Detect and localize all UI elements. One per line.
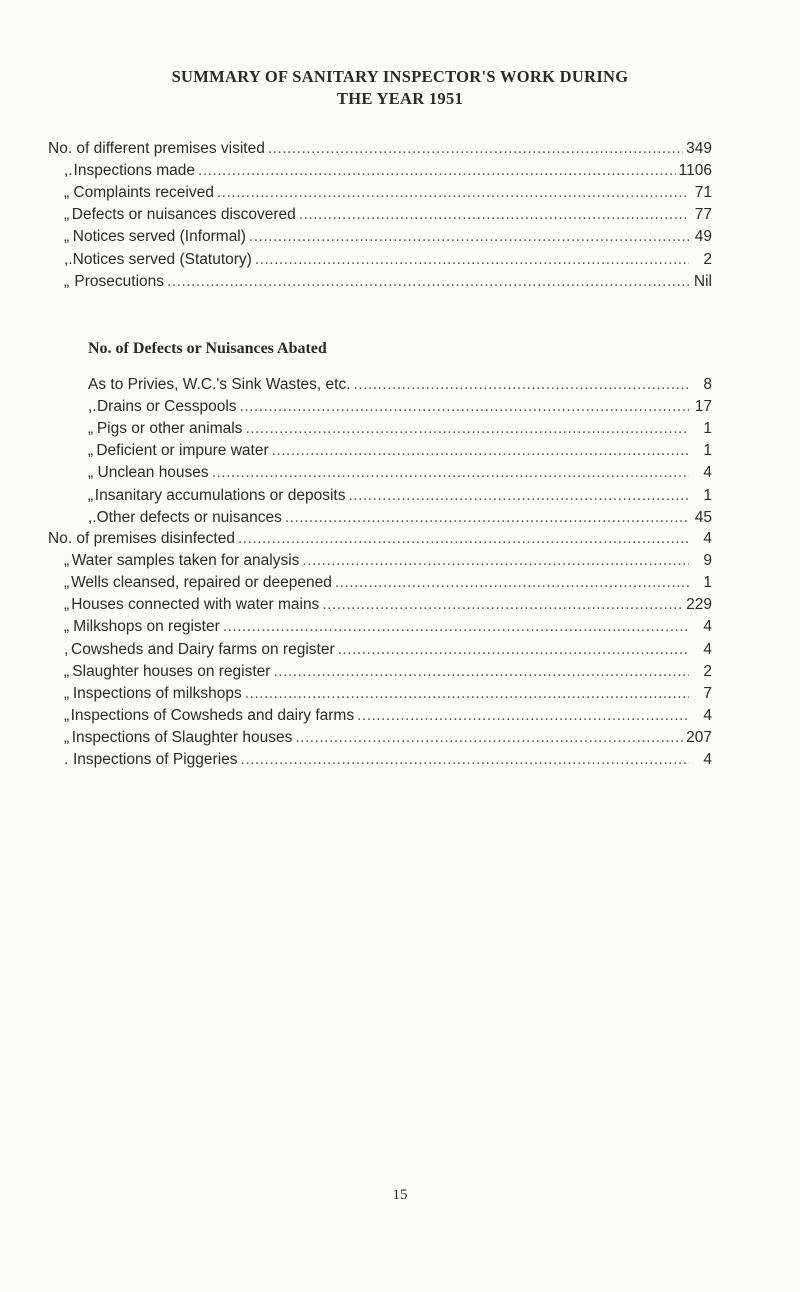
dot-leader (357, 707, 689, 725)
ditto-mark: . (64, 751, 69, 768)
item-label: Milkshops on register (73, 618, 220, 636)
item-label: Complaints received (73, 184, 214, 202)
dot-leader (299, 206, 689, 224)
ditto-mark: ,. (88, 398, 97, 416)
item-label: Water samples taken for analysis (71, 552, 300, 570)
item-value: 229 (686, 596, 712, 614)
list-item (64, 273, 712, 295)
item-value: 349 (686, 140, 712, 157)
item-value: 45 (694, 508, 712, 526)
item-label: Other defects or nuisances (96, 508, 282, 526)
item-label: Prosecutions (74, 272, 165, 290)
ditto-mark: „ (64, 618, 70, 636)
list-item (88, 442, 712, 464)
list-item (64, 596, 712, 618)
dot-leader (272, 442, 689, 460)
list-item (88, 509, 712, 531)
dot-leader (167, 273, 689, 291)
dot-leader (268, 140, 683, 158)
dot-leader (302, 552, 689, 570)
page-number: 15 (392, 1187, 408, 1203)
list-item (64, 751, 712, 773)
title-line-1: SUMMARY OF SANITARY INSPECTOR'S WORK DURING (171, 67, 629, 86)
item-label: Pigs or other animals (96, 420, 243, 438)
list-item (88, 398, 712, 420)
dot-leader (354, 376, 689, 394)
item-label: Drains or Cesspools (96, 398, 237, 416)
ditto-mark: „ (88, 420, 94, 438)
dot-leader (240, 398, 689, 416)
list-item (64, 707, 712, 729)
item-label: Inspections of Slaughter houses (71, 728, 293, 746)
item-value: 17 (694, 398, 712, 416)
list-item (88, 487, 712, 509)
dot-leader (285, 509, 689, 527)
list-item (88, 420, 712, 442)
list-item (64, 228, 712, 250)
item-label: Wells cleansed, repaired or deepened (71, 574, 332, 592)
item-label: As to Privies, W.C.'s Sink Wastes, etc. (88, 376, 351, 393)
ditto-mark: , (64, 640, 69, 658)
ditto-mark: „ (64, 228, 70, 246)
item-value: 49 (694, 228, 712, 246)
list-item (64, 663, 712, 685)
item-value: 8 (703, 376, 712, 393)
item-label: Inspections made (73, 162, 196, 180)
dot-leader (223, 618, 689, 636)
item-value: 4 (703, 618, 712, 636)
item-value: 9 (703, 552, 712, 570)
dot-leader (338, 641, 689, 659)
dot-leader (245, 420, 689, 438)
ditto-mark: „ (64, 184, 70, 202)
ditto-mark: „ (64, 706, 70, 724)
item-value: 1106 (678, 162, 712, 180)
item-label: Inspections of Piggeries (72, 751, 238, 768)
list-item (64, 618, 712, 640)
list-item (64, 729, 712, 751)
item-value: 1 (703, 486, 712, 504)
dot-leader (245, 685, 689, 703)
ditto-mark: ,. (88, 508, 97, 526)
item-value: 1 (703, 574, 712, 592)
dot-leader (322, 596, 683, 614)
ditto-mark: ,. (64, 162, 73, 180)
dot-leader (198, 162, 676, 180)
item-value: 71 (694, 184, 712, 202)
item-value: 7 (703, 684, 712, 702)
item-label: Inspections of Cowsheds and dairy farms (70, 706, 355, 724)
dot-leader (255, 251, 689, 269)
item-value: 1 (703, 420, 712, 438)
dot-leader (212, 464, 689, 482)
dot-leader (335, 574, 689, 592)
page-title (0, 66, 800, 110)
ditto-mark: „ (88, 442, 94, 460)
item-label: Houses connected with water mains (71, 596, 320, 614)
item-value: 4 (703, 464, 712, 482)
ditto-mark: „ (64, 728, 70, 746)
item-label: Insanitary accumulations or deposits (94, 486, 346, 504)
item-value: 4 (703, 640, 712, 658)
list-item (64, 685, 712, 707)
ditto-mark: „ (64, 684, 70, 702)
list-item (88, 376, 712, 398)
item-label: Notices served (Statutory) (72, 250, 252, 268)
section-heading: No. of Defects or Nuisances Abated (88, 340, 327, 357)
ditto-mark: „ (88, 486, 94, 504)
ditto-mark: „ (64, 206, 70, 224)
item-label: Cowsheds and Dairy farms on register (71, 640, 335, 658)
list-item (64, 184, 712, 206)
dot-leader (295, 729, 683, 747)
dot-leader (238, 530, 689, 548)
list-item (64, 552, 712, 574)
item-value: 2 (703, 250, 712, 268)
item-value: 2 (703, 662, 712, 680)
item-value: 4 (703, 751, 712, 768)
dot-leader (241, 751, 689, 769)
list-item (88, 464, 712, 486)
title-line-2: THE YEAR 1951 (336, 89, 464, 108)
item-label: Unclean houses (97, 464, 209, 482)
ditto-mark: „ (64, 552, 70, 570)
list-item (64, 162, 712, 184)
dot-leader (349, 487, 690, 505)
dot-leader (273, 663, 689, 681)
item-value: 4 (703, 706, 712, 724)
item-value: 207 (686, 728, 712, 746)
list-item (64, 641, 712, 663)
item-label: Notices served (Informal) (72, 228, 246, 246)
ditto-mark: „ (64, 272, 70, 290)
ditto-mark: „ (88, 464, 94, 482)
ditto-mark: „ (64, 574, 70, 592)
ditto-mark: „ (64, 662, 70, 680)
list-item (64, 206, 712, 228)
item-label: Defects or nuisances discovered (71, 206, 296, 224)
item-label: No. of different premises visited (48, 140, 265, 157)
list-item (48, 530, 712, 552)
item-label: Deficient or impure water (96, 442, 269, 460)
list-item (64, 574, 712, 596)
list-item (64, 251, 712, 273)
list-item (48, 140, 712, 162)
item-label: Slaughter houses on register (72, 662, 271, 680)
item-value: Nil (693, 272, 712, 290)
item-value: 77 (694, 206, 712, 224)
item-value: 1 (703, 442, 712, 460)
dot-leader (249, 228, 689, 246)
item-label: No. of premises disinfected (48, 530, 235, 547)
ditto-mark: ,. (64, 250, 73, 268)
item-value: 4 (703, 530, 712, 547)
ditto-mark: „ (64, 596, 70, 614)
item-label: Inspections of milkshops (72, 684, 242, 702)
dot-leader (217, 184, 689, 202)
